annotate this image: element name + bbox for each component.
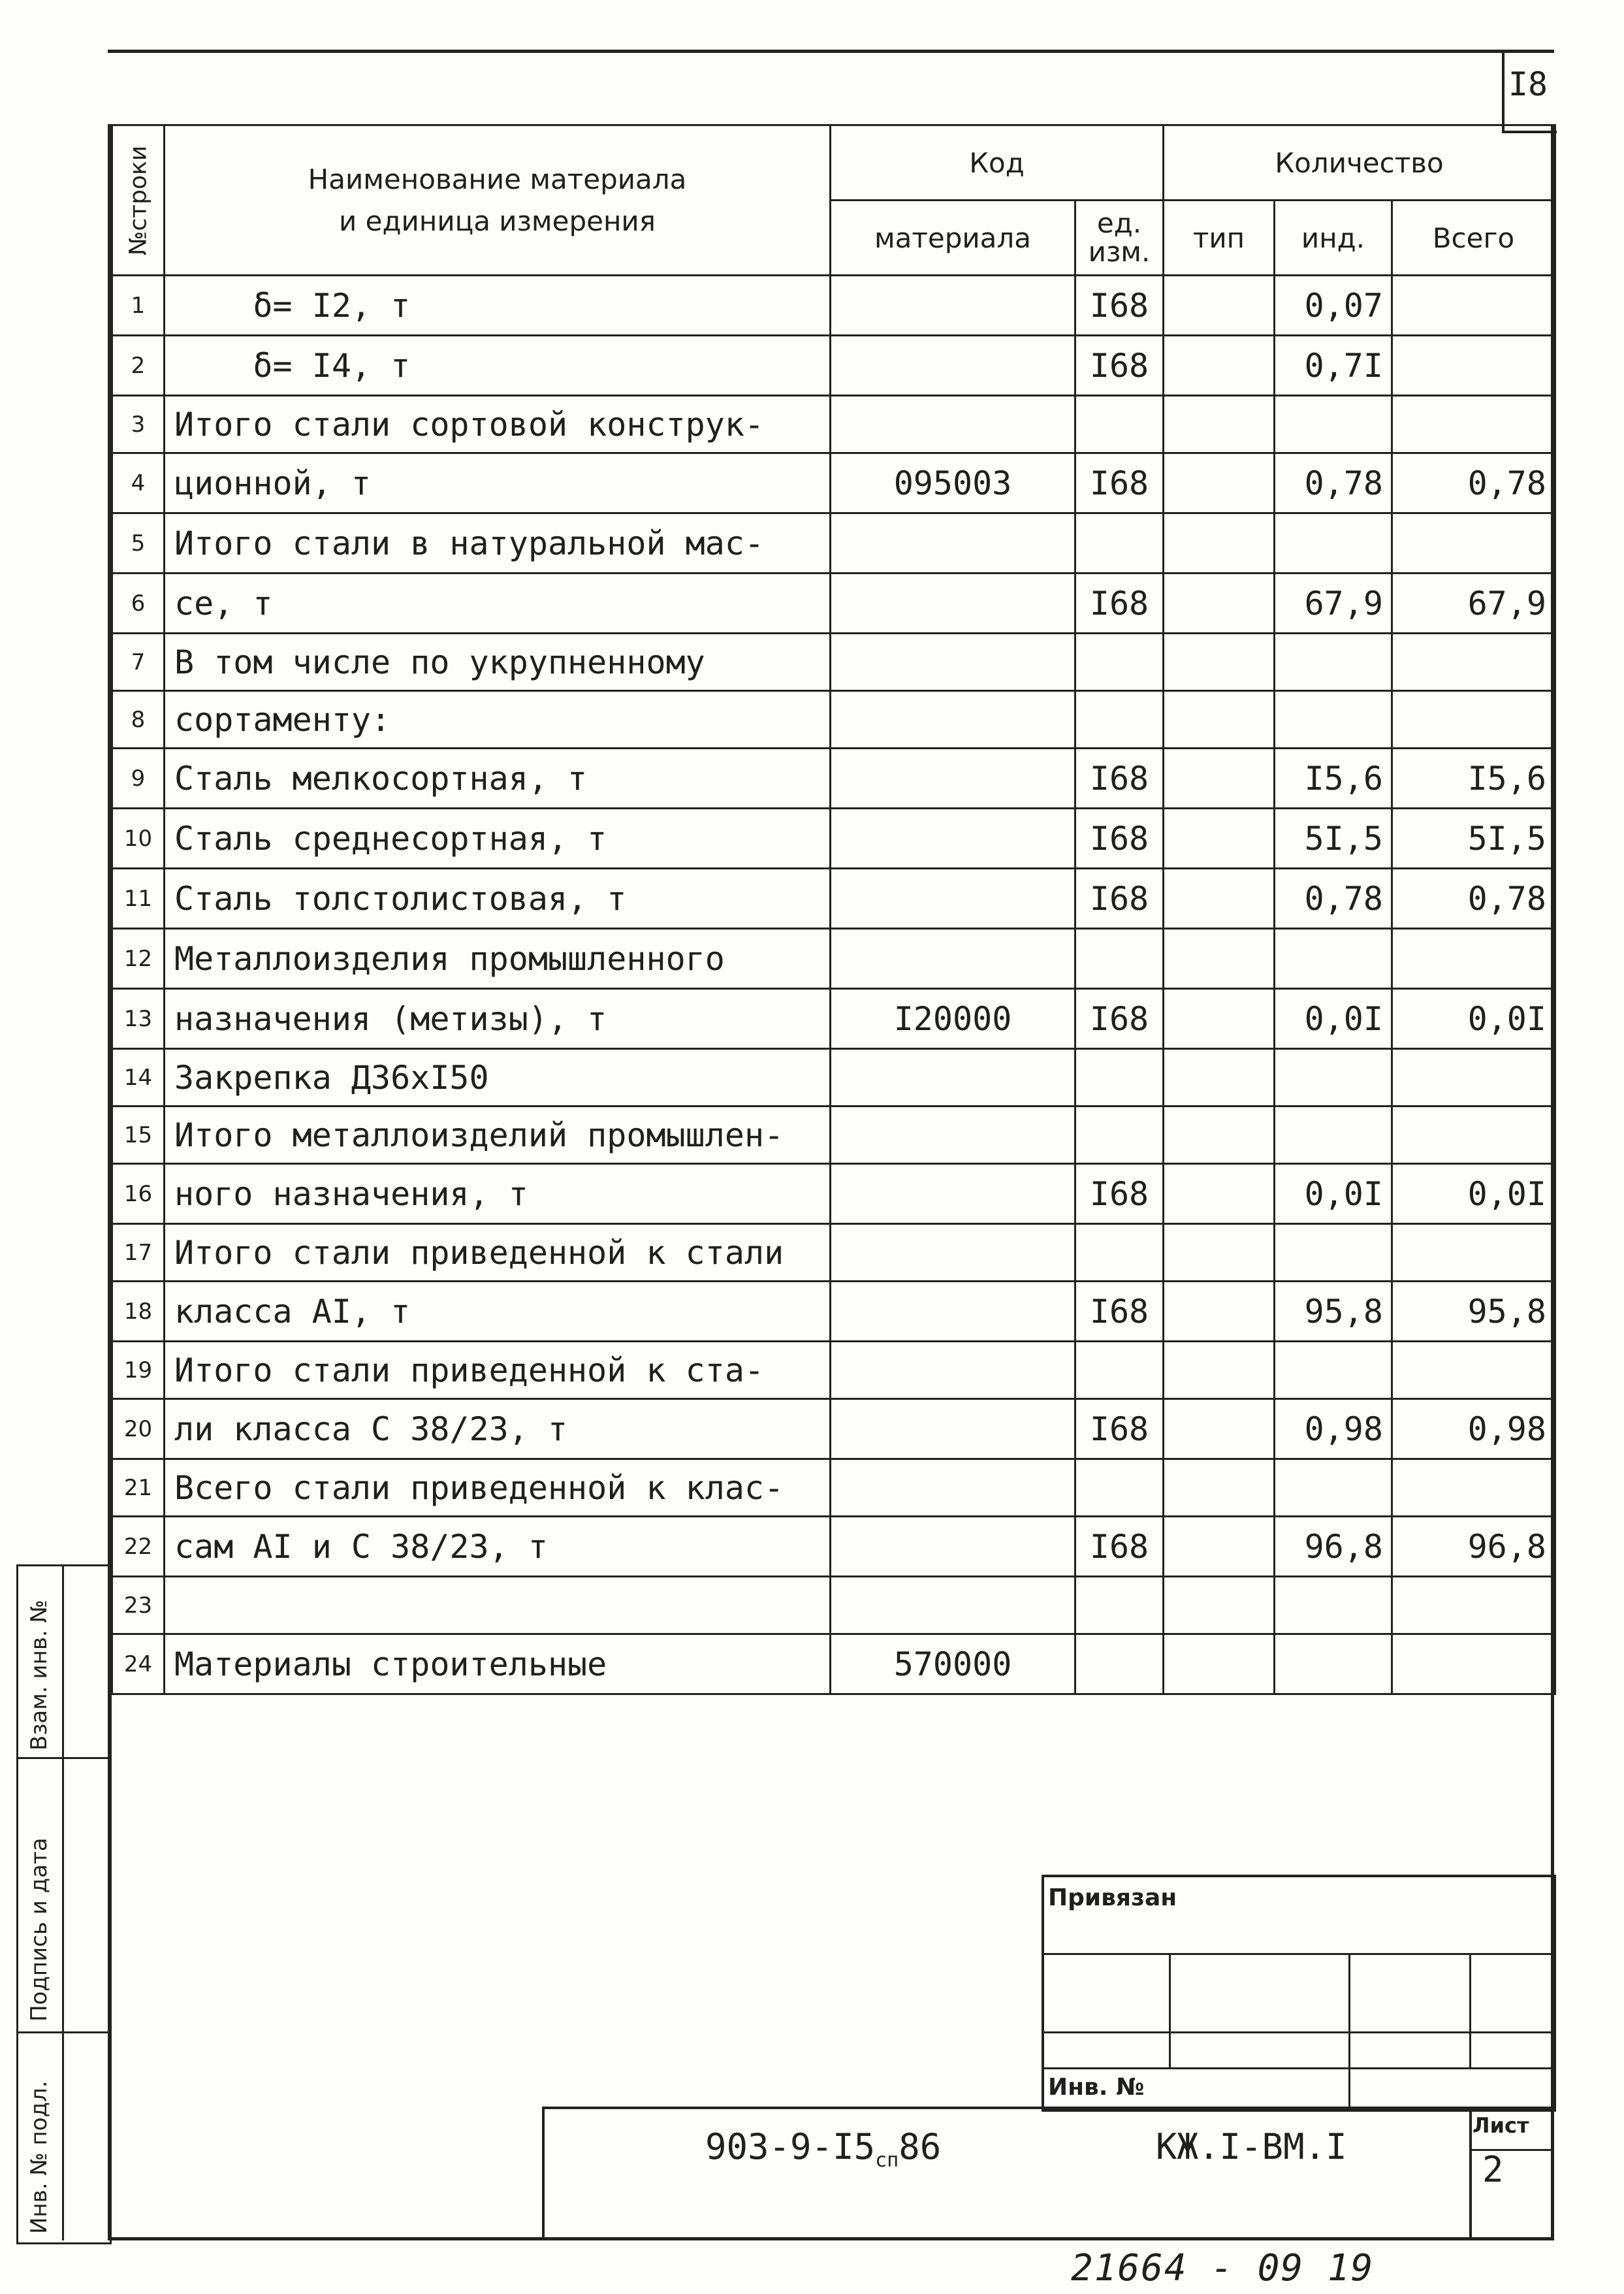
qty-ind: 0,98 <box>1275 1399 1392 1459</box>
materials-table <box>111 124 1556 1695</box>
unit-code <box>1075 634 1164 691</box>
qty-ind <box>1275 1577 1392 1634</box>
row-number: 8 <box>112 691 165 749</box>
table-row <box>112 1224 1555 1282</box>
qty-ind <box>1275 1634 1392 1694</box>
row-number: 2 <box>112 336 165 396</box>
qty-ind <box>1275 691 1392 749</box>
material-code <box>831 1164 1075 1224</box>
qty-ind <box>1275 1342 1392 1399</box>
material-name: Сталь мелкосортная, т <box>165 749 831 809</box>
unit-code: I68 <box>1075 1164 1164 1224</box>
unit-code: I68 <box>1075 1282 1164 1342</box>
unit-code: I68 <box>1075 989 1164 1049</box>
qty-type <box>1164 336 1275 396</box>
material-code <box>831 1577 1075 1634</box>
row-number: 16 <box>112 1164 165 1224</box>
material-code <box>831 634 1075 691</box>
frame-left-line <box>108 124 111 2240</box>
material-name: Итого стали сортовой конструк- <box>165 396 831 453</box>
privyazan-line <box>1169 1953 1171 2067</box>
qty-total <box>1392 1634 1555 1694</box>
material-code <box>831 1224 1075 1282</box>
material-code <box>831 929 1075 989</box>
frame-right-line <box>1551 124 1554 2240</box>
stamp-divider <box>1469 2107 1472 2237</box>
row-number: 7 <box>112 634 165 691</box>
row-number: 14 <box>112 1049 165 1107</box>
qty-ind <box>1275 1049 1392 1107</box>
table-row <box>112 574 1555 634</box>
header-code: Код <box>831 125 1164 201</box>
table-row <box>112 1399 1555 1459</box>
privyazan-line <box>1348 1953 1350 2107</box>
qty-ind: 0,07 <box>1275 276 1392 336</box>
material-name: Металлоизделия промышленного <box>165 929 831 989</box>
qty-ind <box>1275 634 1392 691</box>
row-number: 11 <box>112 869 165 929</box>
row-number: 24 <box>112 1634 165 1694</box>
side-strip-divider <box>16 2031 108 2033</box>
qty-type <box>1164 989 1275 1049</box>
unit-code <box>1075 1107 1164 1164</box>
qty-type <box>1164 1459 1275 1517</box>
header-material-name: Наименование материала и единица измерения <box>165 125 831 276</box>
unit-code <box>1075 691 1164 749</box>
qty-total: 0,78 <box>1392 453 1555 513</box>
header-quantity: Количество <box>1164 125 1555 201</box>
privyazan-line <box>1043 2031 1551 2033</box>
material-name: Материалы строительные <box>165 1634 831 1694</box>
qty-total <box>1392 1342 1555 1399</box>
unit-code: I68 <box>1075 1399 1164 1459</box>
unit-code <box>1075 929 1164 989</box>
title-stamp <box>542 2107 1553 2240</box>
table-row <box>112 276 1555 336</box>
table-row <box>112 929 1555 989</box>
qty-total: 0,78 <box>1392 869 1555 929</box>
qty-ind <box>1275 1459 1392 1517</box>
table-row <box>112 1164 1555 1224</box>
table-row <box>112 453 1555 513</box>
unit-code <box>1075 1459 1164 1517</box>
table-row <box>112 869 1555 929</box>
row-number: 20 <box>112 1399 165 1459</box>
material-code <box>831 574 1075 634</box>
row-number: 6 <box>112 574 165 634</box>
qty-total <box>1392 1049 1555 1107</box>
table-row <box>112 691 1555 749</box>
material-code: 095003 <box>831 453 1075 513</box>
material-name: Закрепка Д36хI50 <box>165 1049 831 1107</box>
unit-code <box>1075 1577 1164 1634</box>
unit-code: I68 <box>1075 749 1164 809</box>
row-number: 9 <box>112 749 165 809</box>
qty-type <box>1164 1517 1275 1577</box>
table-row <box>112 634 1555 691</box>
qty-total <box>1392 929 1555 989</box>
qty-type <box>1164 1282 1275 1342</box>
qty-ind <box>1275 513 1392 574</box>
header-code-unit: ед. изм. <box>1075 201 1164 276</box>
row-number: 18 <box>112 1282 165 1342</box>
material-name: Итого металлоизделий промышлен- <box>165 1107 831 1164</box>
qty-ind: 0,0I <box>1275 989 1392 1049</box>
material-code <box>831 869 1075 929</box>
unit-code: I68 <box>1075 276 1164 336</box>
material-code <box>831 1342 1075 1399</box>
material-code <box>831 1049 1075 1107</box>
qty-total: 5I,5 <box>1392 809 1555 869</box>
qty-type <box>1164 276 1275 336</box>
qty-type <box>1164 513 1275 574</box>
unit-code <box>1075 396 1164 453</box>
material-name: сам АI и С 38/23, т <box>165 1517 831 1577</box>
unit-code: I68 <box>1075 574 1164 634</box>
material-code <box>831 691 1075 749</box>
qty-ind: 0,0I <box>1275 1164 1392 1224</box>
material-name: Сталь среднесортная, т <box>165 809 831 869</box>
row-number: 4 <box>112 453 165 513</box>
material-name <box>165 1577 831 1634</box>
material-code <box>831 749 1075 809</box>
qty-total <box>1392 336 1555 396</box>
qty-total <box>1392 1459 1555 1517</box>
qty-total <box>1392 634 1555 691</box>
qty-ind: 95,8 <box>1275 1282 1392 1342</box>
header-qty-ind: инд. <box>1275 201 1392 276</box>
qty-type <box>1164 396 1275 453</box>
sheet-page-number: 2 <box>1482 2149 1504 2190</box>
sheet-label: Лист <box>1473 2113 1529 2138</box>
material-code <box>831 1459 1075 1517</box>
qty-ind: I5,6 <box>1275 749 1392 809</box>
table-row <box>112 336 1555 396</box>
row-number: 1 <box>112 276 165 336</box>
table-row <box>112 1459 1555 1517</box>
qty-total: 96,8 <box>1392 1517 1555 1577</box>
side-label-podpis-data: Подпись и дата <box>26 1837 52 2022</box>
material-name: Итого стали приведенной к стали <box>165 1224 831 1282</box>
material-code <box>831 809 1075 869</box>
unit-code <box>1075 513 1164 574</box>
row-number: 19 <box>112 1342 165 1399</box>
material-name: Сталь толстолистовая, т <box>165 869 831 929</box>
material-code: 570000 <box>831 1634 1075 1694</box>
material-code <box>831 1282 1075 1342</box>
material-name: δ= I2, т <box>165 276 831 336</box>
privyazan-title: Привязан <box>1048 1884 1177 1911</box>
material-name: назначения (метизы), т <box>165 989 831 1049</box>
material-code <box>831 1399 1075 1459</box>
qty-ind <box>1275 396 1392 453</box>
qty-total <box>1392 1577 1555 1634</box>
row-number: 12 <box>112 929 165 989</box>
privyazan-line <box>1043 1953 1551 1955</box>
row-number: 10 <box>112 809 165 869</box>
frame-top-line <box>108 50 1554 53</box>
unit-code: I68 <box>1075 809 1164 869</box>
qty-type <box>1164 929 1275 989</box>
material-name: Итого стали приведенной к ста- <box>165 1342 831 1399</box>
qty-total: I5,6 <box>1392 749 1555 809</box>
qty-ind: 0,7I <box>1275 336 1392 396</box>
side-label-inv-podl: Инв. № подл. <box>26 2080 52 2234</box>
material-code <box>831 336 1075 396</box>
material-code <box>831 396 1075 453</box>
side-strip-column-line <box>62 1564 64 2240</box>
qty-type <box>1164 1049 1275 1107</box>
qty-ind: 5I,5 <box>1275 809 1392 869</box>
sheet-number: I8 <box>1508 65 1548 103</box>
header-code-material: материала <box>831 201 1075 276</box>
table-row <box>112 1282 1555 1342</box>
material-name: ционной, т <box>165 453 831 513</box>
qty-total: 0,0I <box>1392 1164 1555 1224</box>
header-row-number: №строки <box>112 125 165 276</box>
material-code: I20000 <box>831 989 1075 1049</box>
qty-total <box>1392 396 1555 453</box>
material-name: класса АI, т <box>165 1282 831 1342</box>
unit-code <box>1075 1634 1164 1694</box>
unit-code: I68 <box>1075 453 1164 513</box>
qty-type <box>1164 1399 1275 1459</box>
material-name: ли класса С 38/23, т <box>165 1399 831 1459</box>
document-code: $903-9-I5_{сп}86$ <box>705 2126 942 2172</box>
table-row <box>112 749 1555 809</box>
header-qty-total: Всего <box>1392 201 1555 276</box>
table-row <box>112 1517 1555 1577</box>
unit-code: I68 <box>1075 1517 1164 1577</box>
row-number: 23 <box>112 1577 165 1634</box>
qty-type <box>1164 869 1275 929</box>
privyazan-line <box>1043 2067 1551 2069</box>
qty-ind <box>1275 929 1392 989</box>
qty-ind <box>1275 1107 1392 1164</box>
table-row <box>112 1634 1555 1694</box>
table-row <box>112 396 1555 453</box>
table-row <box>112 809 1555 869</box>
header-qty-type: тип <box>1164 201 1275 276</box>
material-code <box>831 513 1075 574</box>
qty-total: 0,0I <box>1392 989 1555 1049</box>
qty-type <box>1164 1342 1275 1399</box>
qty-type <box>1164 1164 1275 1224</box>
qty-type <box>1164 1634 1275 1694</box>
handwritten-archive-number: 21664 - 09 19 <box>1071 2247 1375 2289</box>
row-number: 5 <box>112 513 165 574</box>
qty-type <box>1164 1107 1275 1164</box>
unit-code: I68 <box>1075 869 1164 929</box>
qty-type <box>1164 749 1275 809</box>
qty-ind: 96,8 <box>1275 1517 1392 1577</box>
row-number: 13 <box>112 989 165 1049</box>
unit-code <box>1075 1224 1164 1282</box>
qty-total <box>1392 513 1555 574</box>
qty-total <box>1392 691 1555 749</box>
privyazan-inv-label: Инв. № <box>1048 2074 1145 2101</box>
table-row <box>112 1107 1555 1164</box>
privyazan-line <box>1469 1953 1471 2067</box>
qty-type <box>1164 634 1275 691</box>
qty-ind: 0,78 <box>1275 453 1392 513</box>
unit-code: I68 <box>1075 336 1164 396</box>
material-name: ного назначения, т <box>165 1164 831 1224</box>
row-number: 21 <box>112 1459 165 1517</box>
material-name: Итого стали в натуральной мас- <box>165 513 831 574</box>
material-name: В том числе по укрупненному <box>165 634 831 691</box>
qty-total: 0,98 <box>1392 1399 1555 1459</box>
material-name: сортаменту: <box>165 691 831 749</box>
qty-total: 67,9 <box>1392 574 1555 634</box>
frame-bottom-line <box>108 2237 1554 2240</box>
unit-code <box>1075 1342 1164 1399</box>
qty-type <box>1164 1577 1275 1634</box>
material-code <box>831 1517 1075 1577</box>
qty-type <box>1164 809 1275 869</box>
side-strip-divider <box>16 1757 108 1759</box>
qty-total <box>1392 1107 1555 1164</box>
qty-total <box>1392 276 1555 336</box>
material-code <box>831 1107 1075 1164</box>
material-name: се, т <box>165 574 831 634</box>
side-label-vzam-inv: Взам. инв. № <box>26 1600 52 1751</box>
row-number: 3 <box>112 396 165 453</box>
table-row <box>112 513 1555 574</box>
qty-type <box>1164 453 1275 513</box>
qty-ind: 0,78 <box>1275 869 1392 929</box>
material-code <box>831 276 1075 336</box>
document-mark: КЖ.I-ВМ.I <box>1156 2126 1347 2167</box>
qty-type <box>1164 574 1275 634</box>
row-number: 22 <box>112 1517 165 1577</box>
qty-type <box>1164 1224 1275 1282</box>
material-name: Всего стали приведенной к клас- <box>165 1459 831 1517</box>
table-row <box>112 989 1555 1049</box>
qty-type <box>1164 691 1275 749</box>
qty-total: 95,8 <box>1392 1282 1555 1342</box>
table-row <box>112 1342 1555 1399</box>
qty-ind <box>1275 1224 1392 1282</box>
table-row <box>112 1049 1555 1107</box>
table-row <box>112 1577 1555 1634</box>
qty-total <box>1392 1224 1555 1282</box>
qty-ind: 67,9 <box>1275 574 1392 634</box>
row-number: 15 <box>112 1107 165 1164</box>
row-number: 17 <box>112 1224 165 1282</box>
material-name: δ= I4, т <box>165 336 831 396</box>
unit-code <box>1075 1049 1164 1107</box>
